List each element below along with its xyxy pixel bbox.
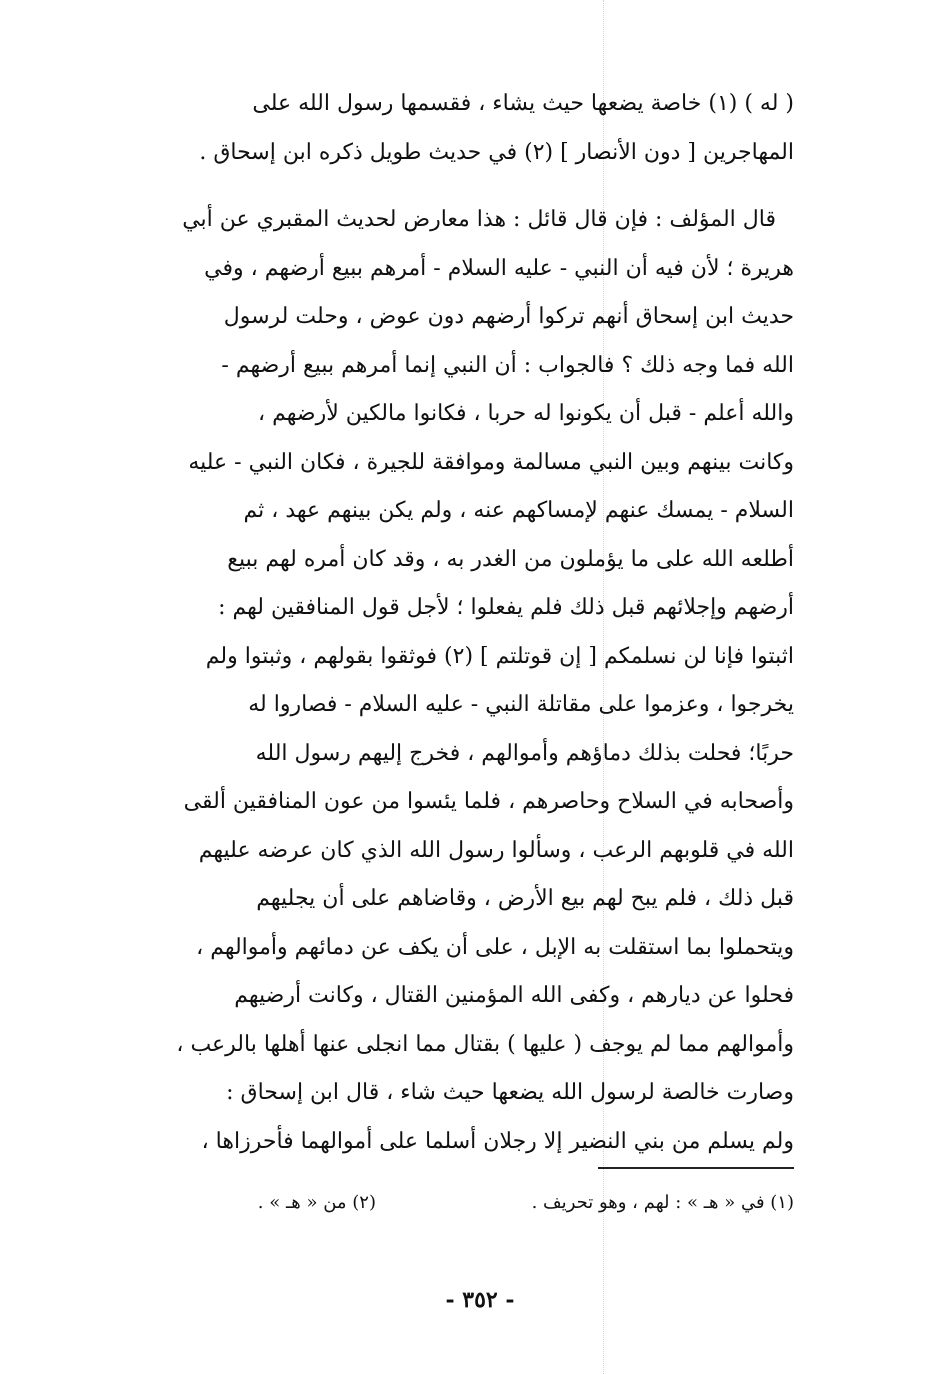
text-line: والله أعلم - قبل أن يكونوا له حربا ، فكانوا مالكين لأرضهم ، — [258, 401, 794, 426]
text-line: الله فما وجه ذلك ؟ فالجواب : أن النبي إنما أمرهم ببيع أرضهم - — [221, 352, 794, 378]
text-line: أطلعه الله على ما يؤملون من الغدر به ، وقد كان أمره لهم ببيع — [227, 546, 794, 572]
text-line: قبل ذلك ، فلم يبح لهم بيع الأرض ، وقاضاهم على أن يجليهم — [256, 886, 794, 911]
text-line: يخرجوا ، وعزموا على مقاتلة النبي - عليه السلام - فصاروا له — [248, 692, 794, 717]
text-line: وأموالهم مما لم يوجف ( عليها ) بقتال مما انجلى عنها أهلها بالرعب ، — [176, 1031, 794, 1057]
text-line: ولم يسلم من بني النضير إلا رجلان أسلما على أموالهما فأحرزاها ، — [201, 1128, 794, 1154]
text-line: حربًا؛ فحلت بذلك دماؤهم وأموالهم ، فخرج إليهم رسول الله — [255, 740, 794, 766]
text-line: ويتحملوا بما استقلت به الإبل ، على أن يكف عن دمائهم وأموالهم ، — [196, 934, 794, 960]
text-line: هريرة ؛ لأن فيه أن النبي - عليه السلام - أمرهم ببيع أرضهم ، وفي — [204, 255, 794, 281]
text-line: المهاجرين [ دون الأنصار ] (٢) في حديث طويل ذكره ابن إسحاق . — [199, 139, 794, 165]
footnotes — [230, 1188, 794, 1218]
text-line: فحلوا عن ديارهم ، وكفى الله المؤمنين القتال ، وكانت أرضيهم — [234, 983, 794, 1008]
footnote-1: (١) في « هـ » : لهم ، وهو تحريف . — [531, 1192, 794, 1213]
text-line: قال المؤلف : فإن قال قائل : هذا معارض لحديث المقبري عن أبي — [182, 207, 776, 232]
text-line: حديث ابن إسحاق أنهم تركوا أرضهم دون عوض ، وحلت لرسول — [223, 304, 794, 329]
page-number: - ٣٥٢ - — [445, 1287, 515, 1313]
text-line: اثبتوا فإنا لن نسلمكم [ إن قوتلتم ] (٢) فوثقوا بقولهم ، وثبتوا ولم — [205, 643, 794, 669]
text-line: الله في قلوبهم الرعب ، وسألوا رسول الله الذي كان عرضه عليهم — [198, 837, 794, 863]
intro-paragraph — [108, 80, 794, 177]
text-line: وكانت بينهم وبين النبي مسالمة وموافقة للجيرة ، فكان النبي - عليه — [188, 449, 794, 475]
text-line: وصارت خالصة لرسول الله يضعها حيث شاء ، قال ابن إسحاق : — [226, 1080, 794, 1105]
text-line: السلام - يمسك عنهم لإمساكهم عنه ، ولم يكن بينهم عهد ، ثم — [243, 498, 794, 523]
text-line: وأصحابه في السلاح وحاصرهم ، فلما يئسوا من عون المنافقين ألقى — [183, 789, 794, 814]
text-line: أرضهم وإجلائهم قبل ذلك فلم يفعلوا ؛ لأجل قول المنافقين لهم : — [218, 595, 794, 620]
main-paragraph — [108, 196, 794, 1166]
footnote-2: (٢) من « هـ » . — [257, 1192, 376, 1213]
text-line: ( له ) (١) خاصة يضعها حيث يشاء ، فقسمها رسول الله على — [252, 91, 794, 116]
footnote-separator — [598, 1167, 794, 1169]
